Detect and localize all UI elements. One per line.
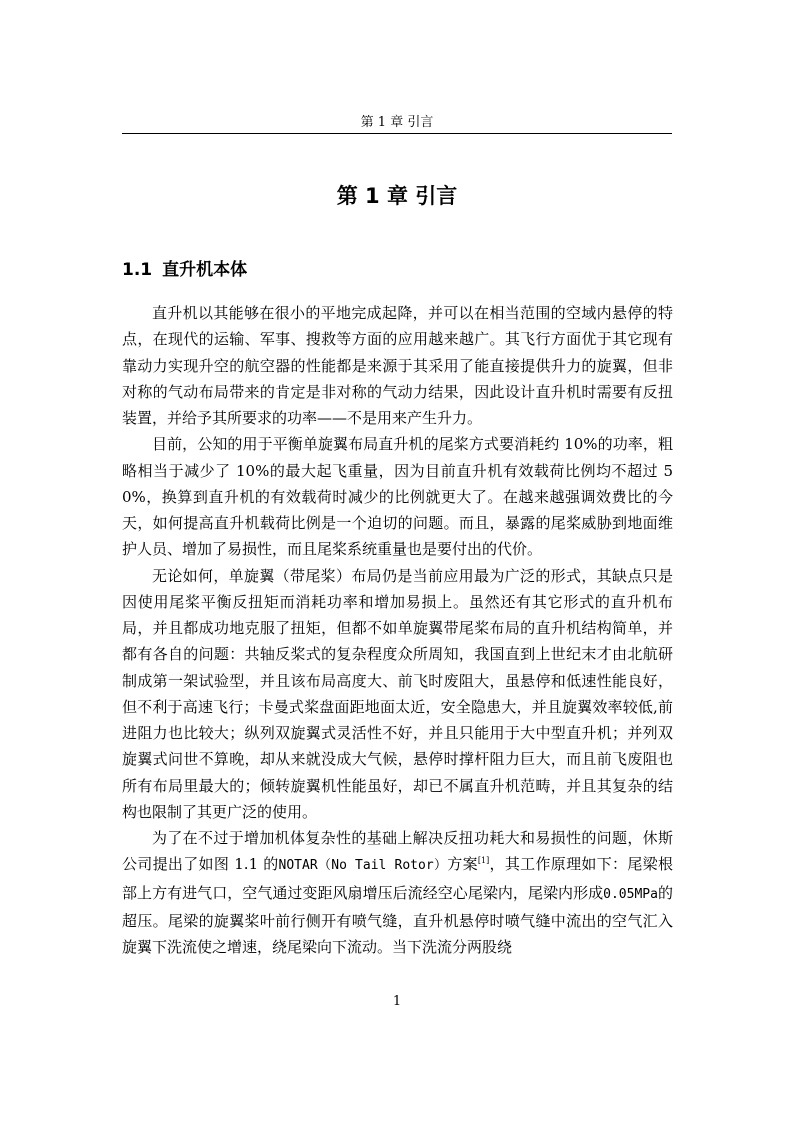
running-header: 第 1 章 引言 (360, 115, 434, 130)
paragraph: 直升机以其能够在很小的平地完成起降，并可以在相当范围的空域内悬停的特点，在现代的运输、军事、搜救等方面的应用越来越广。其飞行方面优于其它现有靠动力实现升空的航空器的性能都是来源于其采用了能直接提供升力的旋翼，但非对称的气动布局带来的肯定是非对称的气动力结果，因此设计直升机时需要有反扭装置，并给予其所要求的功率——不是用来产生升力。 (122, 304, 673, 427)
section-number: 1.1 (122, 260, 153, 280)
body-text (122, 300, 673, 960)
paragraph-text: 的超压。尾梁的旋翼桨叶前行侧开有喷气缝，直升机悬停时喷气缝中流出的空气汇入旋翼下洗流使之增速，绕尾梁向下流动。当下洗流分两股绕 (122, 883, 673, 956)
paragraph-text: 为了在不过于增加机体复杂性的基础上解决反扭功耗大和易损性的问题，休斯公司提出了如图 1.1 的 (122, 829, 673, 874)
citation-ref[interactable]: [1] (477, 856, 490, 866)
section-title: 直升机本体 (162, 260, 248, 280)
paragraph (122, 825, 673, 960)
chapter-title: 第 1 章 引言 (336, 184, 458, 208)
section-heading (122, 258, 247, 282)
notar-term: NOTAR（No Tail Rotor） (278, 858, 448, 874)
paragraph: 无论如何，单旋翼（带尾桨）布局仍是当前应用最为广泛的形式，其缺点只是因使用尾桨平衡反扭矩而消耗功率和增加易损上。虽然还有其它形式的直升机布局，并且都成功地克服了扭矩，但都不如单旋翼带尾桨布局的直升机结构简单，并都有各自的问题：共轴反桨式的复杂程度众所周知，我国直到上世纪末才由北航研制成第一架试验型，并且该布局高度大、前飞时废阻大，虽悬停和低速性能良好，但不利于高速飞行；卡曼式桨盘面距地面太近，安全隐患大，并且旋翼效率较低,前进阻力也比较大；纵列双旋翼式灵活性不好，并且只能用于大中型直升机；并列双旋翼式问世不算晚，却从来就没成大气候，悬停时撑杆阻力巨大，而且前飞废阻也所有布局里最大的；倾转旋翼机性能虽好，却已不属直升机范畴，并且其复杂的结构也限制了其更广泛的使用。 (122, 566, 673, 821)
page-number: 1 (392, 994, 402, 1009)
paragraph-text: ，其工作原理如下：尾梁根部上方有进气口，空气通过变距风扇增压后流经空心尾梁内，尾梁内形成 (122, 855, 673, 902)
header-rule (122, 133, 672, 134)
paragraph: 目前，公知的用于平衡单旋翼布局直升机的尾桨方式要消耗约 10%的功率，粗略相当于减少了 10%的最大起飞重量，因为目前直升机有效载荷比例均不超过 50%，换算到直升机的有效载荷时减少的比例就更大了。在越来越强调效费比的今天，如何提高直升机载荷比例是一个迫切的问题。而且，暴露的尾桨威胁到地面维护人员、增加了易损性，而且尾桨系统重量也是要付出的代价。 (122, 435, 673, 559)
pressure-value: 0.05MPa (603, 886, 658, 902)
paragraph-text: 方案 (447, 855, 478, 874)
